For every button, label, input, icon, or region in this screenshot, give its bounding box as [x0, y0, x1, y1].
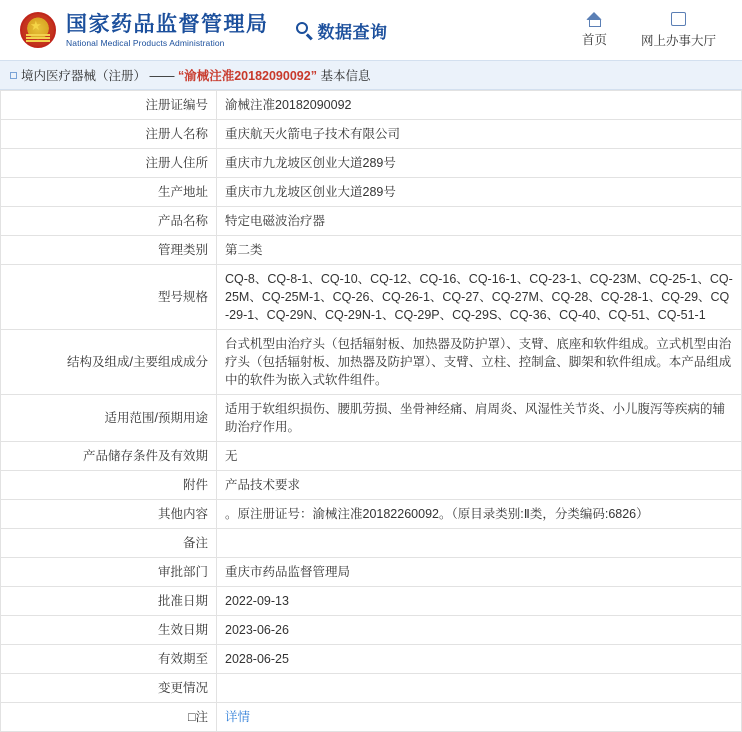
table-row: [1, 645, 742, 674]
site-header: [0, 0, 742, 60]
table-row: [1, 395, 742, 442]
table-row: [1, 471, 742, 500]
detail-label: 其他内容: [1, 500, 217, 529]
detail-label: 产品储存条件及有效期: [1, 442, 217, 471]
detail-label: 生产地址: [1, 178, 217, 207]
detail-value: 重庆市九龙坡区创业大道289号: [217, 149, 742, 178]
square-bullet-icon: [10, 72, 17, 79]
detail-label: 生效日期: [1, 616, 217, 645]
registration-detail-table: [0, 90, 742, 732]
detail-label: 注册人名称: [1, 120, 217, 149]
detail-label: 结构及组成/主要组成成分: [1, 330, 217, 395]
detail-label: 附件: [1, 471, 217, 500]
table-row: [1, 149, 742, 178]
detail-value: 重庆市药品监督管理局: [217, 558, 742, 587]
detail-value: 无: [217, 442, 742, 471]
table-row: [1, 674, 742, 703]
table-row: [1, 236, 742, 265]
detail-label: 审批部门: [1, 558, 217, 587]
table-row: [1, 558, 742, 587]
detail-label: 备注: [1, 529, 217, 558]
table-row: [1, 529, 742, 558]
home-icon: [586, 12, 602, 20]
detail-label: 产品名称: [1, 207, 217, 236]
detail-label: 适用范围/预期用途: [1, 395, 217, 442]
detail-label: 注册人住所: [1, 149, 217, 178]
detail-link[interactable]: 详情: [225, 710, 251, 724]
detail-value: 台式机型由治疗头（包括辐射板、加热器及防护罩）、支臂、底座和软件组成。立式机型由治疗头（包括辐射板、加热器及防护罩）、支臂、立柱、控制盒、脚架和软件组成。本产品组成中的软件为嵌入式软件组件。: [217, 330, 742, 395]
detail-value: 渝械注准20182090092: [217, 91, 742, 120]
detail-value: [217, 529, 742, 558]
detail-value: 。原注册证号：渝械注准20182260092。（原目录类别:Ⅱ类，分类编码:6826）: [217, 500, 742, 529]
detail-value: 2023-06-26: [217, 616, 742, 645]
detail-value: 2022-09-13: [217, 587, 742, 616]
detail-value: CQ-8、CQ-8-1、CQ-10、CQ-12、CQ-16、CQ-16-1、CQ-23-1、CQ-23M、CQ-25-1、CQ-25M、CQ-25M-1、CQ-26、CQ-26-1、CQ-27、CQ-27M、CQ-28、CQ-28-1、CQ-29、CQ-29-1、CQ-29N、CQ-29N-1、CQ-29P、CQ-29S、CQ-36、CQ-40、CQ-51、CQ-51-1: [217, 265, 742, 330]
table-row: [1, 207, 742, 236]
detail-value: 适用于软组织损伤、腰肌劳损、坐骨神经痛、肩周炎、风湿性关节炎、小儿腹泻等疾病的辅助治疗作用。: [217, 395, 742, 442]
table-row: [1, 120, 742, 149]
table-row: [1, 442, 742, 471]
detail-value: 2028-06-25: [217, 645, 742, 674]
nav-label-home: 首页: [581, 32, 607, 47]
detail-label: □注: [1, 703, 217, 732]
detail-label: 批准日期: [1, 587, 217, 616]
national-emblem-icon: ★: [18, 10, 58, 50]
breadcrumb-suffix: 基本信息: [320, 69, 371, 83]
detail-value: 重庆市九龙坡区创业大道289号: [217, 178, 742, 207]
table-row: [1, 587, 742, 616]
nav-label-online-hall: 网上办事大厅: [640, 33, 716, 48]
data-query-label: 数据查询: [317, 22, 388, 42]
table-row: [1, 265, 742, 330]
breadcrumb-title: “渝械注准20182090092”: [177, 69, 317, 83]
table-row: [1, 178, 742, 207]
table-row: [1, 703, 742, 732]
data-query-button[interactable]: [295, 18, 388, 43]
window-icon: [671, 12, 686, 26]
breadcrumb-prefix[interactable]: 境内医疗器械（注册） ——: [21, 69, 175, 83]
detail-table-body: [1, 91, 742, 732]
detail-label: 型号规格: [1, 265, 217, 330]
detail-label: 管理类别: [1, 236, 217, 265]
detail-label: 变更情况: [1, 674, 217, 703]
table-row: [1, 330, 742, 395]
detail-label: 注册证编号: [1, 91, 217, 120]
detail-value: [217, 674, 742, 703]
breadcrumb: [0, 60, 742, 90]
detail-value: 产品技术要求: [217, 471, 742, 500]
detail-label: 有效期至: [1, 645, 217, 674]
nav-item-home[interactable]: [582, 12, 607, 48]
search-icon: [295, 21, 314, 40]
site-brand: [66, 12, 269, 49]
nav-item-online-hall[interactable]: [641, 12, 716, 49]
table-row: [1, 500, 742, 529]
detail-value: 第二类: [217, 236, 742, 265]
org-name-cn: 国家药品监督管理局: [66, 11, 269, 36]
table-row: [1, 91, 742, 120]
top-nav: [582, 12, 728, 49]
detail-value: [217, 703, 742, 732]
table-row: [1, 616, 742, 645]
org-name-en: National Medical Products Administration: [66, 37, 225, 48]
detail-value: 特定电磁波治疗器: [217, 207, 742, 236]
detail-value: 重庆航天火箭电子技术有限公司: [217, 120, 742, 149]
